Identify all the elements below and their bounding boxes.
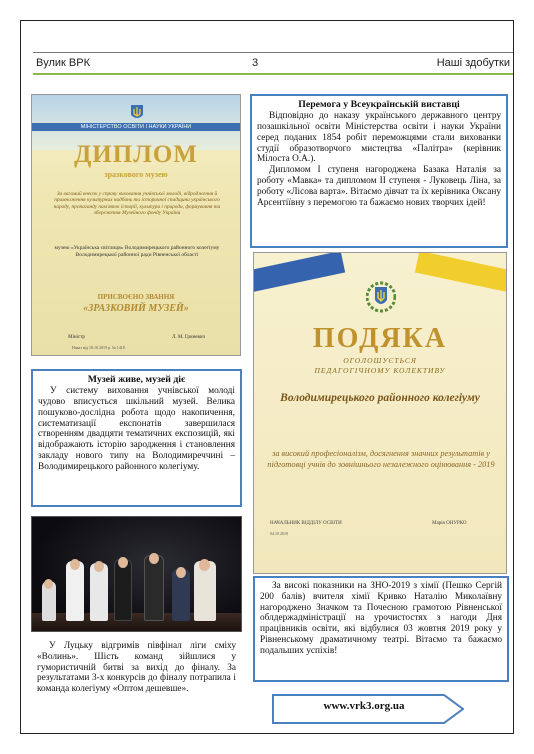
diploma-body: За вагомий внесок у справу виховання учнівської молоді, відродження й примноження культурних надбань та історичної спадщини українського народу, пропаганду пам'яток історії, культури і природи, формування та збереження Музейного фонду України [53,191,221,217]
zno-article [253,576,509,682]
diploma-ministry: МІНІСТЕРСТВО ОСВІТИ І НАУКИ УКРАЇНИ [32,123,240,131]
section-title: Наші здобутки [436,57,510,69]
exhibition-article [250,94,508,248]
diploma-signer-name: Л. М. Гриневич [172,335,206,340]
zno-article-text: За високі показники на ЗНО-2019 з хімії (Пешко Сергій 200 балів) вчителя хімії Кривко Наталію Миколаївну нагороджено Значком та Почесною грамотою Рівненської облдержадміністрації на урочистостях з нагоди Дня працівників освіти, які відбулися 03 жовтня 2019 року у Рівненському драматичному театрі. Вітаємо та бажаємо подальших успіхів! [260,581,502,656]
diploma-museum: музею «Українська світлиця» Володимирецького районного колегіуму Володимирецької районної ради Рівненської області [54,245,220,258]
page-number: 3 [252,57,259,69]
newsletter-title: Вулик ВРК [36,57,90,69]
diploma-award: «ЗРАЗКОВИЙ МУЗЕЙ» [83,303,189,314]
coat-of-arms-icon [366,281,396,313]
diploma-award-line: ПРИСВОЄНО ЗВАННЯ [97,293,175,301]
diploma-subtitle: зразкового музею [104,170,168,179]
museum-article-text: У систему виховання учнівської молоді чудово вписується шкільний музей. Велика пошуково-дослідна робота щодо накопичення, систематизації експонатів завершилася створенням двадцяти тематичних експозицій, які відображають історію зародження і становлення закладу нового типу на Володимиреччині – Володимирецького районного колегіуму. [38,386,235,472]
certificate-signer-role: НАЧАЛЬНИК ВІДДІЛУ ОСВІТИ [270,521,342,526]
diploma-signer-role: Міністр [68,335,85,340]
gratitude-certificate-image [253,252,507,574]
exhibition-title: Перемога у Всеукраїнській виставці [298,99,460,110]
certificate-signer-name: Марія ОНУРКО [432,521,467,526]
certificate-line-2: ПЕДАГОГІЧНОМУ КОЛЕКТИВУ [314,366,446,375]
certificate-heading: ПОДЯКА [312,323,448,354]
website-link[interactable]: www.vrk3.org.ua [323,700,405,712]
museum-article [31,369,242,507]
certificate-reason: за високий професіоналізм, досягнення значних результатів у підготовці учнів до зовнішнього незалежного оцінювання - 2019 [267,449,495,469]
certificate-line-1: ОГОЛОШУЄТЬСЯ [343,356,417,365]
comedy-league-text: У Луцьку відгримів півфінал ліги сміху «Волинь». Шість команд зійшлися у гумористичній битві за вихід до фіналу. За результатами 3-х конкурсів до фіналу потрапила і команда колегіуму «Оптом дешевше». [37,641,236,695]
certificate-recipient: Володимирецького районного колегіуму [280,392,480,404]
comedy-team-photo [31,516,242,632]
header-accent-divider [33,73,513,75]
certificate-date: 04.10.2019 [270,531,288,536]
museum-diploma-image [31,94,241,356]
museum-article-title: Музей живе, музей діє [87,374,186,385]
header-divider [33,52,513,53]
comedy-league-article [31,637,242,726]
diploma-date: Наказ від 18.10.2019 р. № 1418 [72,345,125,350]
diploma-heading: ДИПЛОМ [74,141,198,168]
exhibition-paragraph-1: Відповідно до наказу українського державного центру позашкільної освіти Міністерства освіти і науки України серед поданих 1854 робіт переможцями стали вихованки студії образотворчого мистецтва «Палітра» (керівник Мілоста О.А.). [257,111,501,165]
exhibition-paragraph-2: Дипломом I ступеня нагороджена Базака Наталія за роботу «Мавка» та дипломом II ступеня - Луковець Ліна, за роботу «Лісова варта». Вітаємо дівчат та їх керівника Оксану Арсентіївну з перемогою та бажаємо нових творчих ідей! [257,165,501,208]
trident-icon [130,103,144,121]
